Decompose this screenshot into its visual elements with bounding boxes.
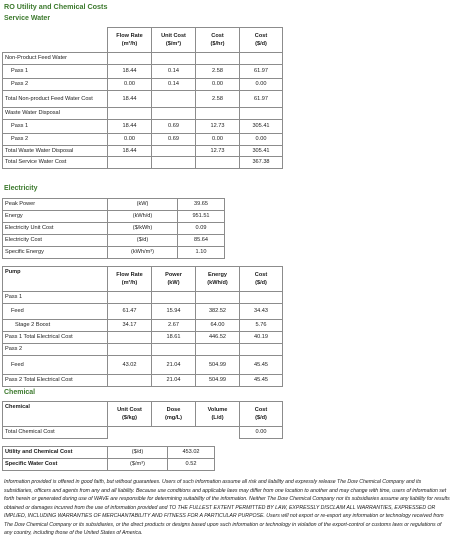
header-cell: Flow Rate (m³/h) [108, 28, 152, 53]
header-cell: Unit Cost ($/m³) [152, 28, 196, 53]
table-row: Pass 1 18.44 0.14 2.58 61.97 [3, 65, 283, 79]
table-row: Feed 61.47 15.94 382.52 34.43 [3, 304, 283, 320]
header-cell: Power (kW) [152, 267, 196, 292]
header-cell: Cost ($/d) [240, 267, 283, 292]
table-row: Feed 43.02 21.04 504.99 45.45 [3, 356, 283, 375]
chemical-heading: Chemical [4, 389, 36, 396]
table-row: Total Service Water Cost 367.38 [3, 157, 283, 169]
summary-table [2, 446, 215, 471]
header-cell: Cost ($/d) [240, 28, 283, 53]
row-label: Electricity Unit Cost [3, 223, 108, 235]
service-water-table [2, 27, 283, 169]
table-row: Specific Energy (kWh/m³) 1.10 [3, 247, 225, 259]
row-label: Total Non-product Feed Water Cost [3, 91, 108, 108]
row-label: Utility and Chemical Cost [3, 447, 108, 459]
row-label: Electricity Cost [3, 235, 108, 247]
table-header-row [3, 28, 283, 53]
header-cell: Cost ($/hr) [196, 28, 240, 53]
row-label: Pass 2 [3, 79, 108, 91]
row-label: Total Chemical Cost [3, 427, 108, 439]
header-cell: Energy (kWh/d) [196, 267, 240, 292]
header-cell: Flow Rate (m³/h) [108, 267, 152, 292]
electricity-table [2, 198, 225, 259]
row-label: Pass 1 Total Electrical Cost [3, 332, 108, 344]
table-row [3, 344, 283, 356]
row-label: Pass 1 [3, 65, 108, 79]
table-row: Pass 2 Total Electrical Cost 21.04 504.99 45.45 [3, 375, 283, 387]
table-row: Stage 2 Boost 34.17 2.67 64.00 5.76 [3, 320, 283, 332]
row-label: Peak Power [3, 199, 108, 211]
row-label: Feed [3, 356, 108, 375]
header-cell: Unit Cost ($/kg) [108, 402, 152, 427]
table-row: Electricity Cost ($/d) 85.64 [3, 235, 225, 247]
row-label: Pass 2 [3, 134, 108, 146]
row-label: Pass 1 [3, 120, 108, 134]
row-label: Specific Water Cost [3, 459, 108, 471]
table-row: Total Non-product Feed Water Cost 18.44 2.58 61.97 [3, 91, 283, 108]
row-label: Waste Water Disposal [3, 108, 108, 120]
electricity-heading: Electricity [4, 185, 38, 192]
table-header-row [3, 267, 283, 292]
header-cell: Cost ($/d) [240, 402, 283, 427]
table-row: Peak Power (kW) 39.65 [3, 199, 225, 211]
report-title: RO Utility and Chemical Costs [4, 2, 108, 11]
disclaimer-text: Information provided is offered in good faith, but without guarantees. Users of such information assume all risk and liability and expressly release The Dow Chemical Company and its subsidiaries, officers and agents from any and all liability. Because use conditions and applicable laws may differ from one location to another and may change with time, users of information set forth herein or generated during use of WAVE are responsible for determining suitability of the information. Neither The Dow Chemical Company nor its subsidiaries assume any liability for results obtained or damages incurred from the use of information provided and TO THE FULLEST EXTENT PERMITTED BY LAW, EXPRESSLY DISCLAIM ALL WARRANTIES, EXPRESSED OR IMPLIED, INCLUDING WARRANTIES OF MERCHANTABILITY AND FITNESS FOR A PARTICULAR PURPOSE. Users will not export or re-export any information or technology received from The Dow Chemical Company or its subsidiaries, or the direct products or designs based upon such information or technology in violation of the export-control or customs laws or regulations of any country, including those of the United States of America. [4, 479, 450, 536]
chemical-table [2, 401, 283, 439]
table-row: Pass 2 0.00 0.69 0.00 0.00 [3, 134, 283, 146]
row-label: Pass 2 [3, 344, 108, 356]
table-row: Utility and Chemical Cost ($/d) 453.02 [3, 447, 215, 459]
header-cell: Volume (L/d) [196, 402, 240, 427]
table-row: Specific Water Cost ($/m³) 0.52 [3, 459, 215, 471]
table-row: Total Waste Water Disposal 18.44 12.73 305.41 [3, 146, 283, 157]
header-cell: Pump [3, 267, 108, 292]
table-row [3, 292, 283, 304]
table-row: Pass 1 Total Electrical Cost 18.61 446.52 40.19 [3, 332, 283, 344]
table-row [3, 53, 283, 65]
row-label: Non-Product Feed Water [3, 53, 108, 65]
table-header-row [3, 402, 283, 427]
row-label: Total Service Water Cost [3, 157, 108, 169]
row-label: Pass 1 [3, 292, 108, 304]
row-label: Feed [3, 304, 108, 320]
table-row: Pass 1 18.44 0.69 12.73 305.41 [3, 120, 283, 134]
header-cell [3, 28, 108, 53]
row-label: Energy [3, 211, 108, 223]
table-row: Pass 2 0.00 0.14 0.00 0.00 [3, 79, 283, 91]
header-cell: Dose (mg/L) [152, 402, 196, 427]
row-label: Total Waste Water Disposal [3, 146, 108, 157]
table-row [3, 108, 283, 120]
table-row: Electricity Unit Cost ($/kWh) 0.09 [3, 223, 225, 235]
table-row: Total Chemical Cost 0.00 [3, 427, 283, 439]
table-row: Energy (kWh/d) 951.51 [3, 211, 225, 223]
service-water-heading: Service Water [4, 15, 51, 22]
row-label: Stage 2 Boost [3, 320, 108, 332]
header-cell: Chemical [3, 402, 108, 427]
pump-table [2, 266, 283, 387]
row-label: Specific Energy [3, 247, 108, 259]
row-label: Pass 2 Total Electrical Cost [3, 375, 108, 387]
